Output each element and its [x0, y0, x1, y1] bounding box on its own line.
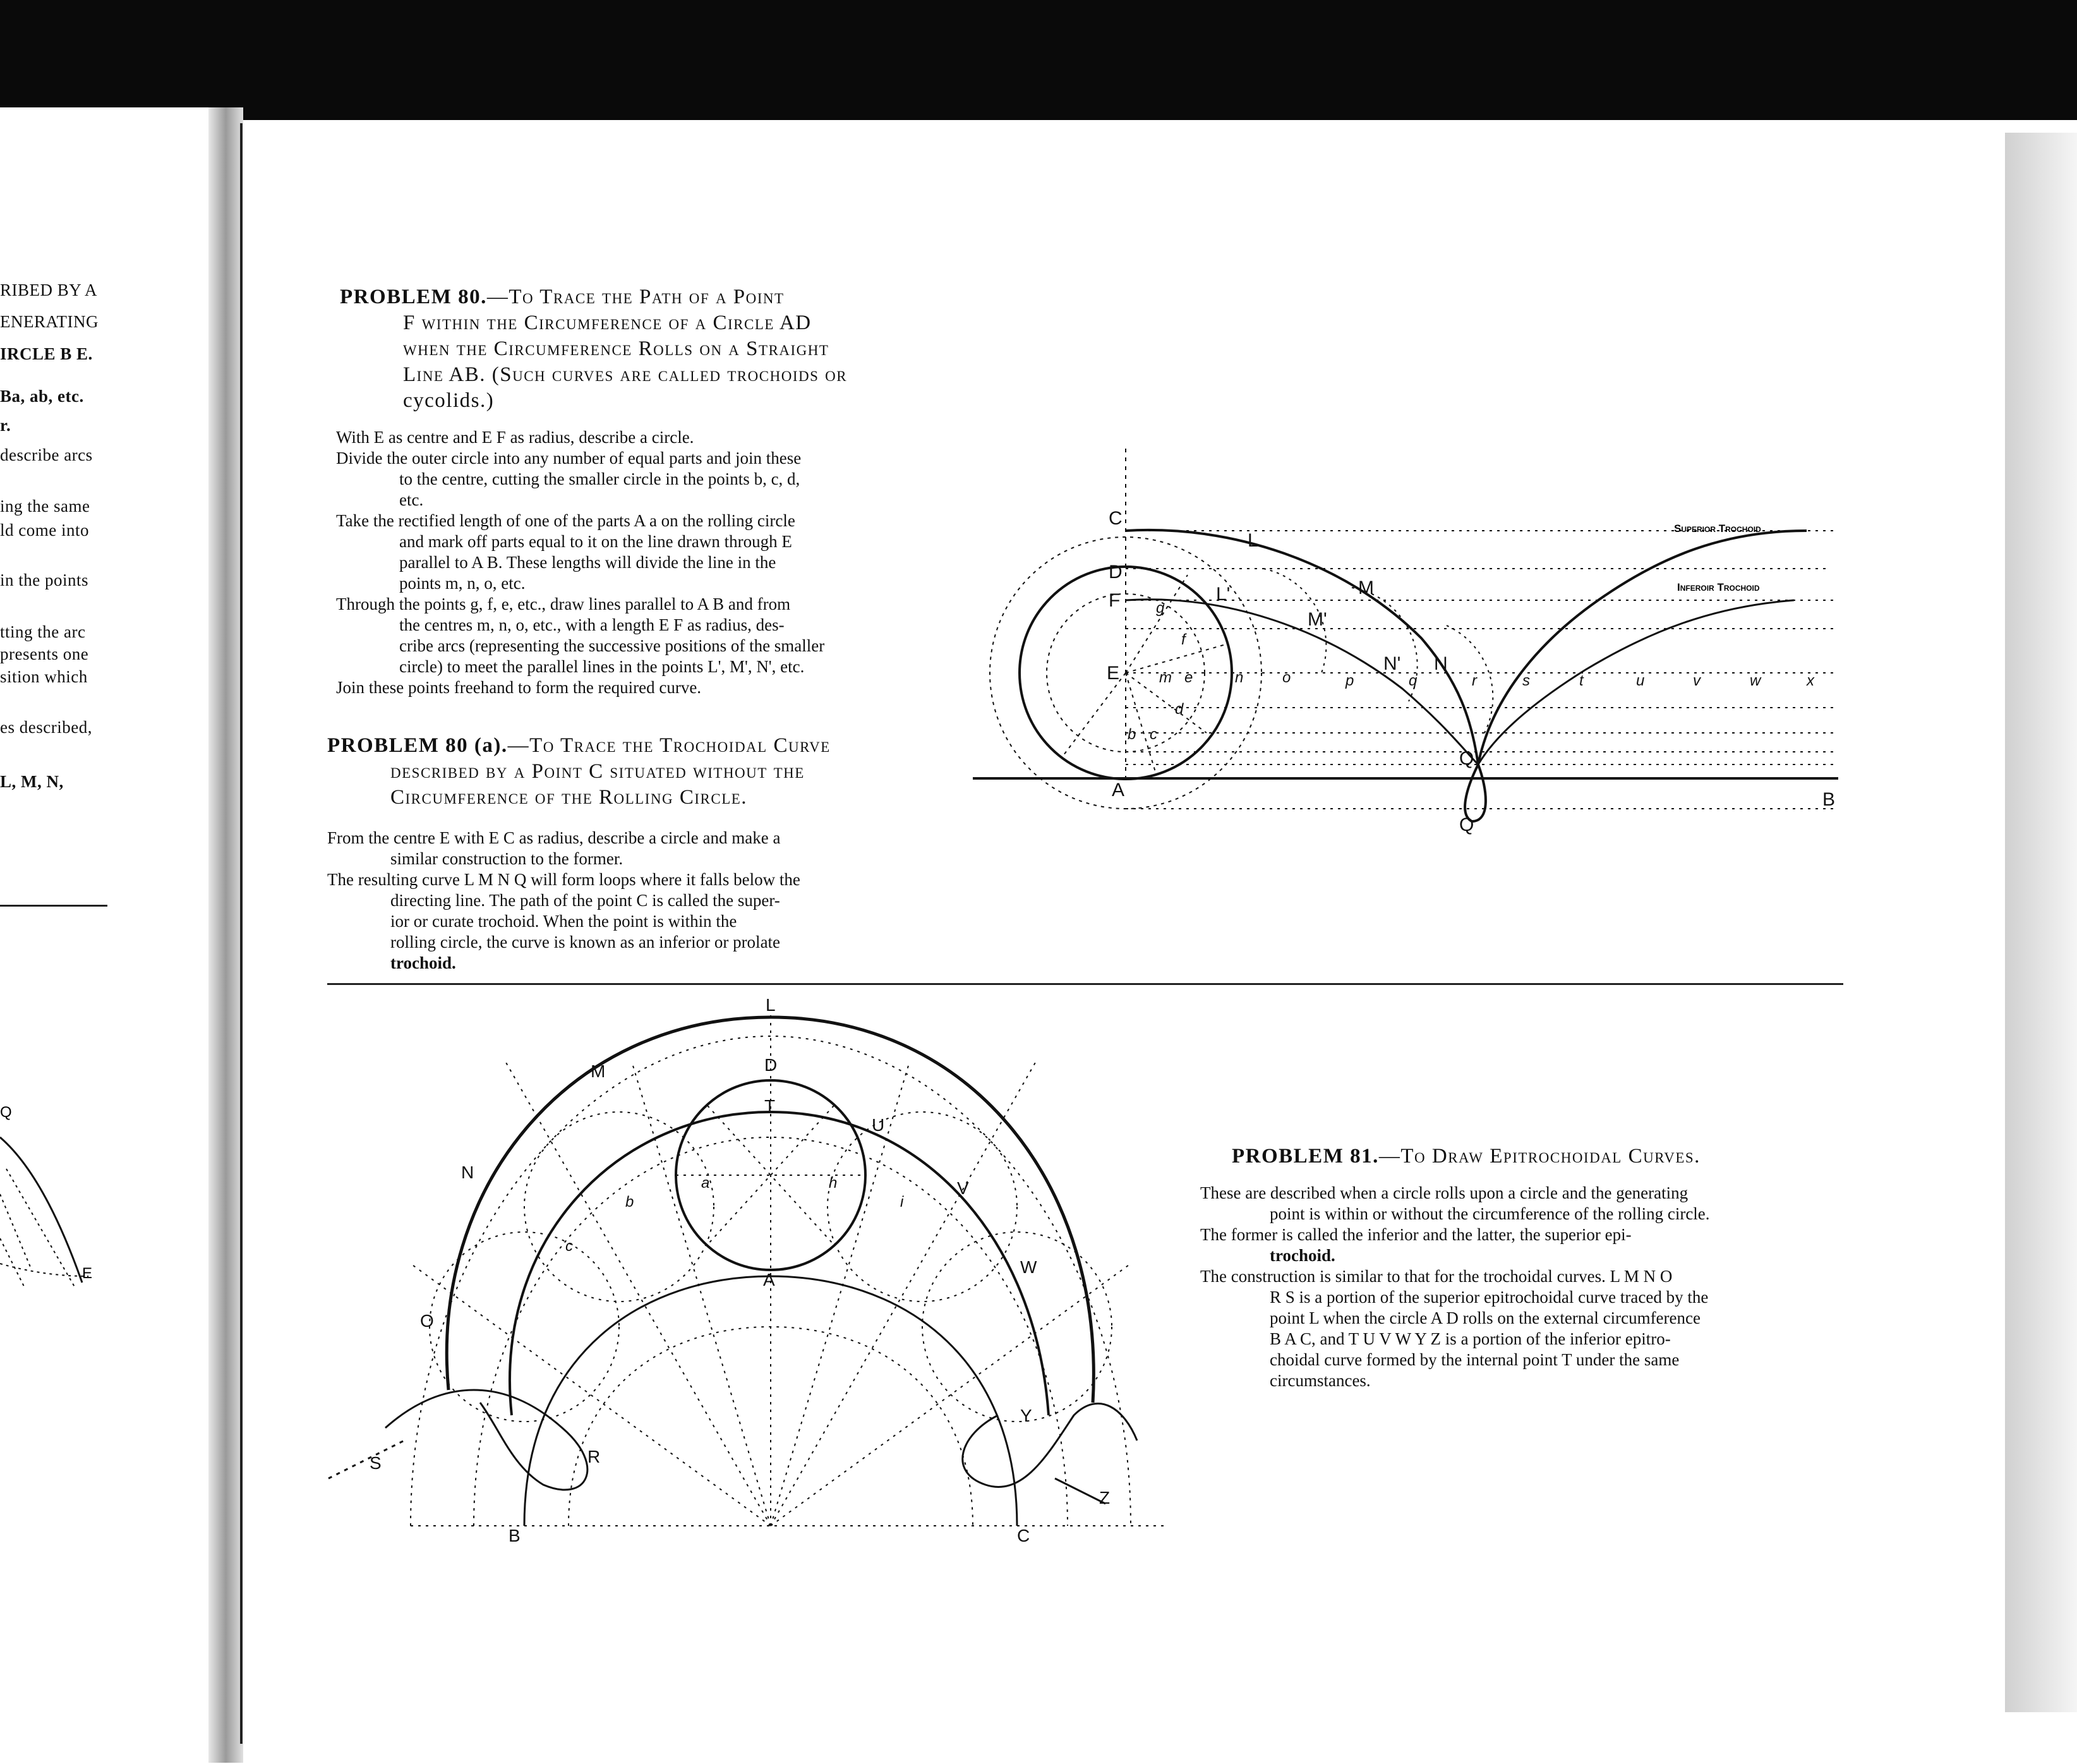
fig1-label: E: [1107, 663, 1120, 684]
fig2-label: C: [1017, 1526, 1030, 1545]
section-divider: [327, 983, 1843, 985]
left-fragment: r.: [0, 416, 11, 435]
fig2-label: M: [591, 1061, 606, 1081]
problem-80-line: cribe arcs (representing the successive positions of the smaller: [399, 636, 825, 655]
problem-80a-title: —To Trace the Trochoidal Curve: [507, 734, 831, 757]
left-fragment: describe arcs: [0, 445, 93, 464]
left-label-e: E: [82, 1265, 93, 1282]
problem-80a-body: [327, 828, 800, 974]
fig1-label: N': [1383, 653, 1401, 674]
problem-80a-heading-line: Circumference of the Rolling Circle.: [390, 786, 748, 809]
problem-81-title: —To Draw Epitrochoidal Curves.: [1378, 1145, 1701, 1168]
fig1-label: Q: [1459, 748, 1474, 769]
fig1-label: A: [1112, 780, 1125, 800]
problem-80a-line: similar construction to the former.: [390, 849, 623, 868]
fig2-label: R: [587, 1447, 601, 1466]
fig2-label: L: [766, 998, 776, 1015]
problem-80-line: Divide the outer circle into any number of equal parts and join these: [336, 449, 802, 468]
problem-80-line: Take the rectified length of one of the parts A a on the rolling circle: [336, 511, 795, 530]
left-label-q: Q: [0, 1104, 12, 1121]
problem-80a-heading: [327, 733, 831, 759]
problem-81-line: B A C, and T U V W Y Z is a portion of the inferior epitro-: [1270, 1329, 1671, 1348]
problem-80-line: to the centre, cutting the smaller circle in the points b, c, d,: [399, 469, 800, 488]
problem-81-line: trochoid.: [1270, 1246, 1335, 1265]
fig1-point-label: q: [1409, 672, 1418, 689]
fig1-label: L: [1248, 530, 1258, 551]
fig2-label: D: [764, 1055, 778, 1075]
problem-80a-number: PROBLEM 80 (a).: [327, 734, 508, 757]
problem-80a: [327, 733, 831, 811]
fig1-label: F: [1109, 590, 1121, 611]
problem-81-line: circumstances.: [1270, 1371, 1371, 1390]
scan-background: [0, 0, 2077, 120]
left-loop: [385, 1390, 587, 1490]
problem-80-line: parallel to A B. These lengths will divide the line in the: [399, 553, 776, 572]
fig2-point-label: b: [625, 1193, 634, 1211]
fig1-label: B: [1822, 789, 1836, 810]
problem-80-line: and mark off parts equal to it on the line drawn through E: [399, 532, 792, 551]
fig2-label: Y: [1020, 1406, 1032, 1425]
left-fragment: tting the arc: [0, 622, 86, 641]
fig2-label: B: [509, 1526, 521, 1545]
fig1-label: L': [1216, 584, 1231, 605]
fig2-label: V: [957, 1178, 969, 1198]
fig1-point-label: v: [1693, 672, 1701, 689]
fig1-point-label: s: [1522, 672, 1530, 689]
left-fragment: RIBED BY A: [0, 281, 98, 299]
fig1-label: C: [1109, 508, 1123, 529]
fig2-label: O: [420, 1311, 434, 1331]
problem-80-line: etc.: [399, 490, 424, 509]
superior-epitrochoid-curve: [447, 1017, 1093, 1403]
problem-81: [1232, 1144, 1701, 1169]
problem-80-heading-line: Line AB. (Such curves are called trochoids or: [403, 363, 848, 386]
problem-80a-line: From the centre E with E C as radius, describe a circle and make a: [327, 828, 781, 847]
base-circle-arc: [524, 1276, 1017, 1526]
problem-81-line: The former is called the inferior and the latter, the superior epi-: [1200, 1225, 1632, 1244]
fig1-label: N: [1434, 653, 1448, 674]
fig2-label: U: [872, 1115, 885, 1135]
problem-80a-line: rolling circle, the curve is known as an inferior or prolate: [390, 933, 781, 951]
fig1-point-label: r: [1472, 672, 1477, 689]
fig1-point-label: e: [1184, 669, 1193, 686]
fig1-label: D: [1109, 562, 1123, 583]
problem-80-line: Join these points freehand to form the required curve.: [336, 678, 702, 697]
fig2-label: S: [370, 1453, 382, 1473]
left-fragment: ing the same: [0, 497, 90, 516]
problem-81-heading: [1232, 1144, 1701, 1169]
fig2-label: T: [764, 1096, 776, 1116]
fig1-point-label: u: [1636, 672, 1645, 689]
fig1-point-label: p: [1346, 672, 1354, 689]
problem-80a-line: directing line. The path of the point C is called the super-: [390, 891, 780, 910]
left-fragment: es described,: [0, 718, 92, 737]
left-fragment: L, M, N,: [0, 772, 64, 791]
epitrochoid-figure: [316, 998, 1200, 1567]
fig2-point-label: c: [565, 1238, 573, 1255]
left-fragment: in the points: [0, 571, 88, 589]
problem-81-line: point is within or without the circumference of the rolling circle.: [1270, 1204, 1710, 1223]
book-gutter: [208, 107, 243, 1763]
fig1-point-label: b: [1128, 726, 1136, 743]
superior-trochoid-label: Superior Trochoid: [1674, 523, 1761, 535]
fig2-point-label: a: [701, 1175, 710, 1192]
fig2-point-label: h: [829, 1175, 838, 1192]
fig1-point-label: n: [1235, 669, 1244, 686]
fig1-point-label: f: [1181, 631, 1186, 648]
fig1-point-label: x: [1807, 672, 1814, 689]
fig1-label: Q: [1459, 814, 1474, 835]
problem-80-heading-line: F within the Circumference of a Circle AD: [403, 311, 812, 334]
problem-80-heading-line: cycolids.): [403, 389, 495, 412]
fig1-point-label: t: [1579, 672, 1584, 689]
left-fragment: IRCLE B E.: [0, 344, 93, 363]
problem-80: [340, 284, 847, 414]
problem-80a-heading-line: described by a Point C situated without the: [390, 760, 805, 783]
problem-80a-line: The resulting curve L M N Q will form loops where it falls below the: [327, 870, 800, 889]
fig1-point-label: g: [1156, 600, 1165, 617]
problem-80-body: [336, 427, 824, 698]
problem-80-title: —To Trace the Path of a Point: [486, 286, 785, 308]
inferior-epitrochoid-curve: [510, 1112, 1049, 1415]
fig2-label: N: [461, 1163, 474, 1182]
problem-80-line: points m, n, o, etc.: [399, 574, 526, 593]
left-fragment: Ba, ab, etc.: [0, 387, 84, 406]
problem-81-line: These are described when a circle rolls upon a circle and the generating: [1200, 1183, 1689, 1202]
problem-80-line: the centres m, n, o, etc., with a length E F as radius, des-: [399, 615, 785, 634]
fig2-label: A: [763, 1270, 775, 1290]
problem-81-number: PROBLEM 81.: [1232, 1145, 1379, 1168]
fig1-point-label: o: [1282, 669, 1291, 686]
fig1-point-label: d: [1175, 701, 1184, 718]
problem-81-line: choidal curve formed by the internal point T under the same: [1270, 1350, 1680, 1369]
left-partial-figure: [0, 1099, 126, 1308]
fig1-point-label: c: [1150, 726, 1157, 743]
problem-81-line: The construction is similar to that for the trochoidal curves. L M N O: [1200, 1267, 1673, 1286]
problem-80-heading-line: when the Circumference Rolls on a Straight: [403, 337, 829, 360]
fig1-point-label: m: [1159, 669, 1172, 686]
fig2-point-label: i: [900, 1193, 904, 1211]
left-fragment: ENERATING: [0, 312, 99, 331]
problem-80-line: circle) to meet the parallel lines in the points L', M', N', etc.: [399, 657, 805, 676]
problem-80-line: Through the points g, f, e, etc., draw lines parallel to A B and from: [336, 595, 791, 613]
problem-80-heading: [340, 284, 847, 310]
fig1-point-label: w: [1750, 672, 1761, 689]
problem-81-line: point L when the circle A D rolls on the external circumference: [1270, 1308, 1701, 1327]
left-fragment: ld come into: [0, 521, 89, 540]
problem-80a-line: ior or curate trochoid. When the point is within the: [390, 912, 737, 931]
problem-81-line: R S is a portion of the superior epitrochoidal curve traced by the: [1270, 1288, 1709, 1307]
problem-80-line: With E as centre and E F as radius, describe a circle.: [336, 428, 694, 447]
fig1-label: M': [1308, 609, 1327, 630]
left-fragment: presents one: [0, 644, 89, 663]
left-fragment: sition which: [0, 667, 88, 686]
problem-81-body: [1200, 1183, 1710, 1391]
inferior-trochoid-label: Inferoir Trochoid: [1677, 581, 1760, 593]
fig2-label: Z: [1099, 1488, 1111, 1507]
problem-80-number: PROBLEM 80.: [340, 286, 487, 308]
trochoid-figure: [966, 436, 1863, 866]
fig2-label: W: [1020, 1257, 1037, 1277]
left-page-rule: [0, 905, 107, 907]
fig1-label: M: [1358, 577, 1374, 598]
page-edge-shadow: [2002, 133, 2077, 1712]
problem-80a-line: trochoid.: [390, 953, 456, 972]
